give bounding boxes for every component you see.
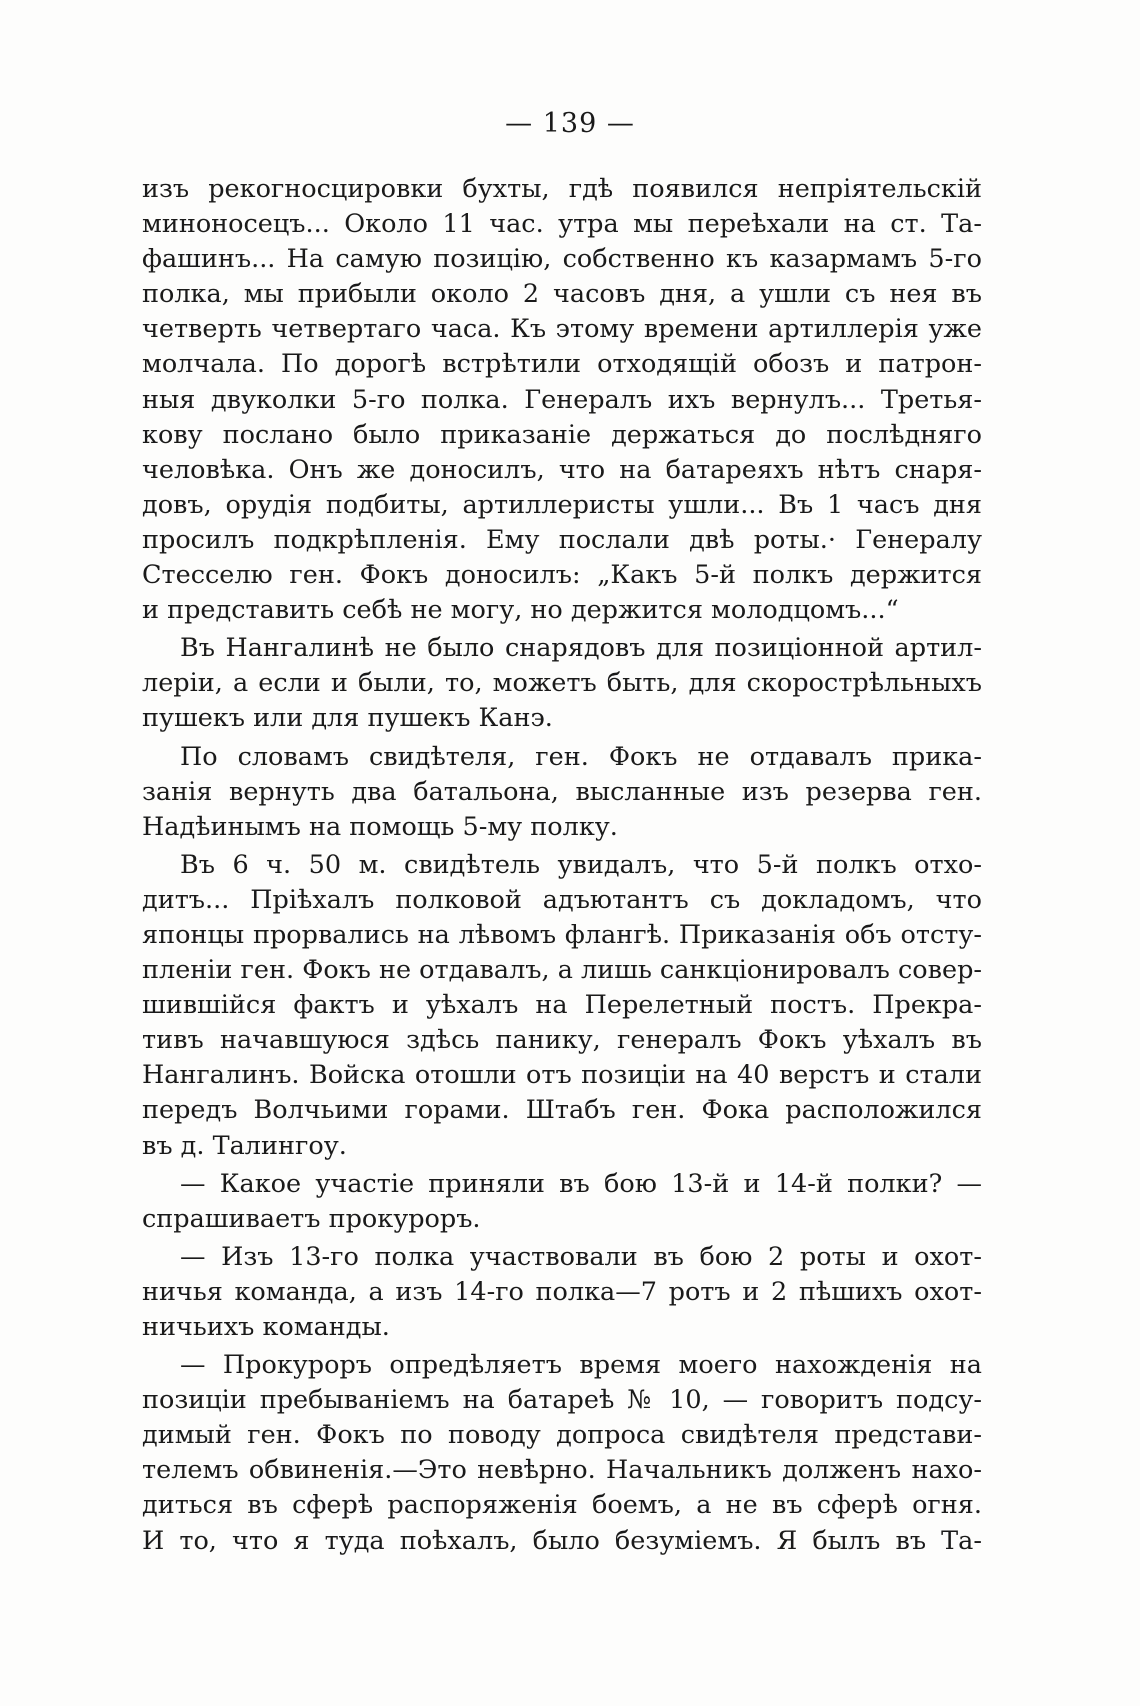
paragraph	[142, 848, 982, 1164]
text-line: леріи, а если и были, то, можетъ быть, для скорострѣльныхъ	[142, 668, 982, 699]
text-line: изъ рекогносцировки бухты, гдѣ появился непріятельскій	[142, 174, 982, 204]
text-line: миноносецъ... Около 11 час. утра мы переѣхали на ст. Та-	[142, 209, 982, 240]
text-line: Въ Нангалинѣ не было снарядовъ для позиціонной артил-	[180, 633, 982, 664]
text-line: телемъ обвиненія.—Это невѣрно. Начальникъ долженъ нахо-	[142, 1455, 982, 1486]
text-line: человѣка. Онъ же доносилъ, что на батареяхъ нѣтъ снаря-	[142, 454, 982, 485]
text-line: Въ 6 ч. 50 м. свидѣтель увидалъ, что 5-й полкъ отхо-	[180, 849, 982, 880]
text-line: диться въ сферѣ распоряженія боемъ, а не въ сферѣ огня.	[142, 1490, 982, 1521]
paragraph	[142, 1167, 982, 1237]
text-line: довъ, орудія подбиты, артиллеристы ушли... Въ 1 часъ дня	[142, 489, 982, 520]
text-line: просилъ подкрѣпленія. Ему послали двѣ роты.· Генералу	[142, 524, 982, 555]
text-line: тивъ начавшуюся здѣсь панику, генералъ Фокъ уѣхалъ въ	[142, 1025, 982, 1056]
text-line: передъ Волчьими горами. Штабъ ген. Фока расположился	[142, 1095, 982, 1126]
paragraph	[142, 1348, 982, 1559]
text-line: и представить себѣ не могу, но держится молодцомъ...“	[142, 595, 899, 626]
text-line: японцы прорвались на лѣвомъ флангѣ. Приказанія объ отсту-	[142, 919, 982, 950]
text-line: ничьихъ команды.	[142, 1312, 390, 1342]
paragraph	[142, 1240, 982, 1345]
text-line: Надѣинымъ на помощь 5-му полку.	[142, 811, 618, 842]
paragraph	[142, 740, 982, 845]
text-line: — Прокуроръ опредѣляетъ время моего нахожденія на	[180, 1350, 982, 1381]
text-line: молчала. По дорогѣ встрѣтили отходящій обозъ и патрон-	[142, 349, 982, 380]
text-line: пленіи ген. Фокъ не отдавалъ, а лишь санкціонировалъ совер-	[142, 955, 982, 986]
body-text	[142, 172, 982, 1559]
text-line: полка, мы прибыли около 2 часовъ дня, а ушли съ нея въ	[142, 279, 982, 310]
text-line: И то, что я туда поѣхалъ, было безуміемъ. Я былъ въ Та-	[142, 1525, 982, 1556]
text-line: четверть четвертаго часа. Къ этому времени артиллерія уже	[142, 314, 982, 345]
page-number: — 139 —	[505, 108, 635, 139]
text-line: Нангалинъ. Войска отошли отъ позиціи на 40 верстъ и стали	[142, 1060, 982, 1091]
text-line: шившійся фактъ и уѣхалъ на Перелетный постъ. Прекра-	[142, 990, 982, 1021]
text-line: — Изъ 13-го полка участвовали въ бою 2 роты и охот-	[180, 1241, 982, 1272]
text-line: позиціи пребываніемъ на батареѣ № 10, — говоритъ подсу-	[142, 1385, 982, 1416]
text-line: ничья команда, а изъ 14-го полка—7 ротъ и 2 пѣшихъ охот-	[142, 1276, 982, 1307]
paragraph	[142, 172, 982, 628]
text-line: По словамъ свидѣтеля, ген. Фокъ не отдавалъ прика-	[180, 741, 982, 772]
text-line: дитъ... Пріѣхалъ полковой адъютантъ съ докладомъ, что	[142, 884, 982, 915]
paragraph	[142, 631, 982, 736]
text-line: спрашиваетъ прокуроръ.	[142, 1203, 481, 1234]
text-line: ныя двуколки 5-го полка. Генералъ ихъ вернулъ... Третья-	[142, 384, 982, 415]
text-line: фашинъ... На самую позицію, собственно къ казармамъ 5-го	[142, 244, 982, 275]
text-line: занія вернуть два батальона, высланные изъ резерва ген.	[142, 776, 982, 807]
text-line: — Какое участіе приняли въ бою 13-й и 14-й полки? —	[180, 1168, 982, 1199]
text-line: пушекъ или для пушекъ Канэ.	[142, 703, 553, 734]
text-line: димый ген. Фокъ по поводу допроса свидѣтеля представи-	[142, 1420, 982, 1451]
text-line: кову послано было приказаніе держаться до послѣдняго	[142, 419, 982, 450]
text-line: Стесселю ген. Фокъ доносилъ: „Какъ 5-й полкъ держится	[142, 560, 982, 591]
text-line: въ д. Талингоу.	[142, 1130, 347, 1161]
